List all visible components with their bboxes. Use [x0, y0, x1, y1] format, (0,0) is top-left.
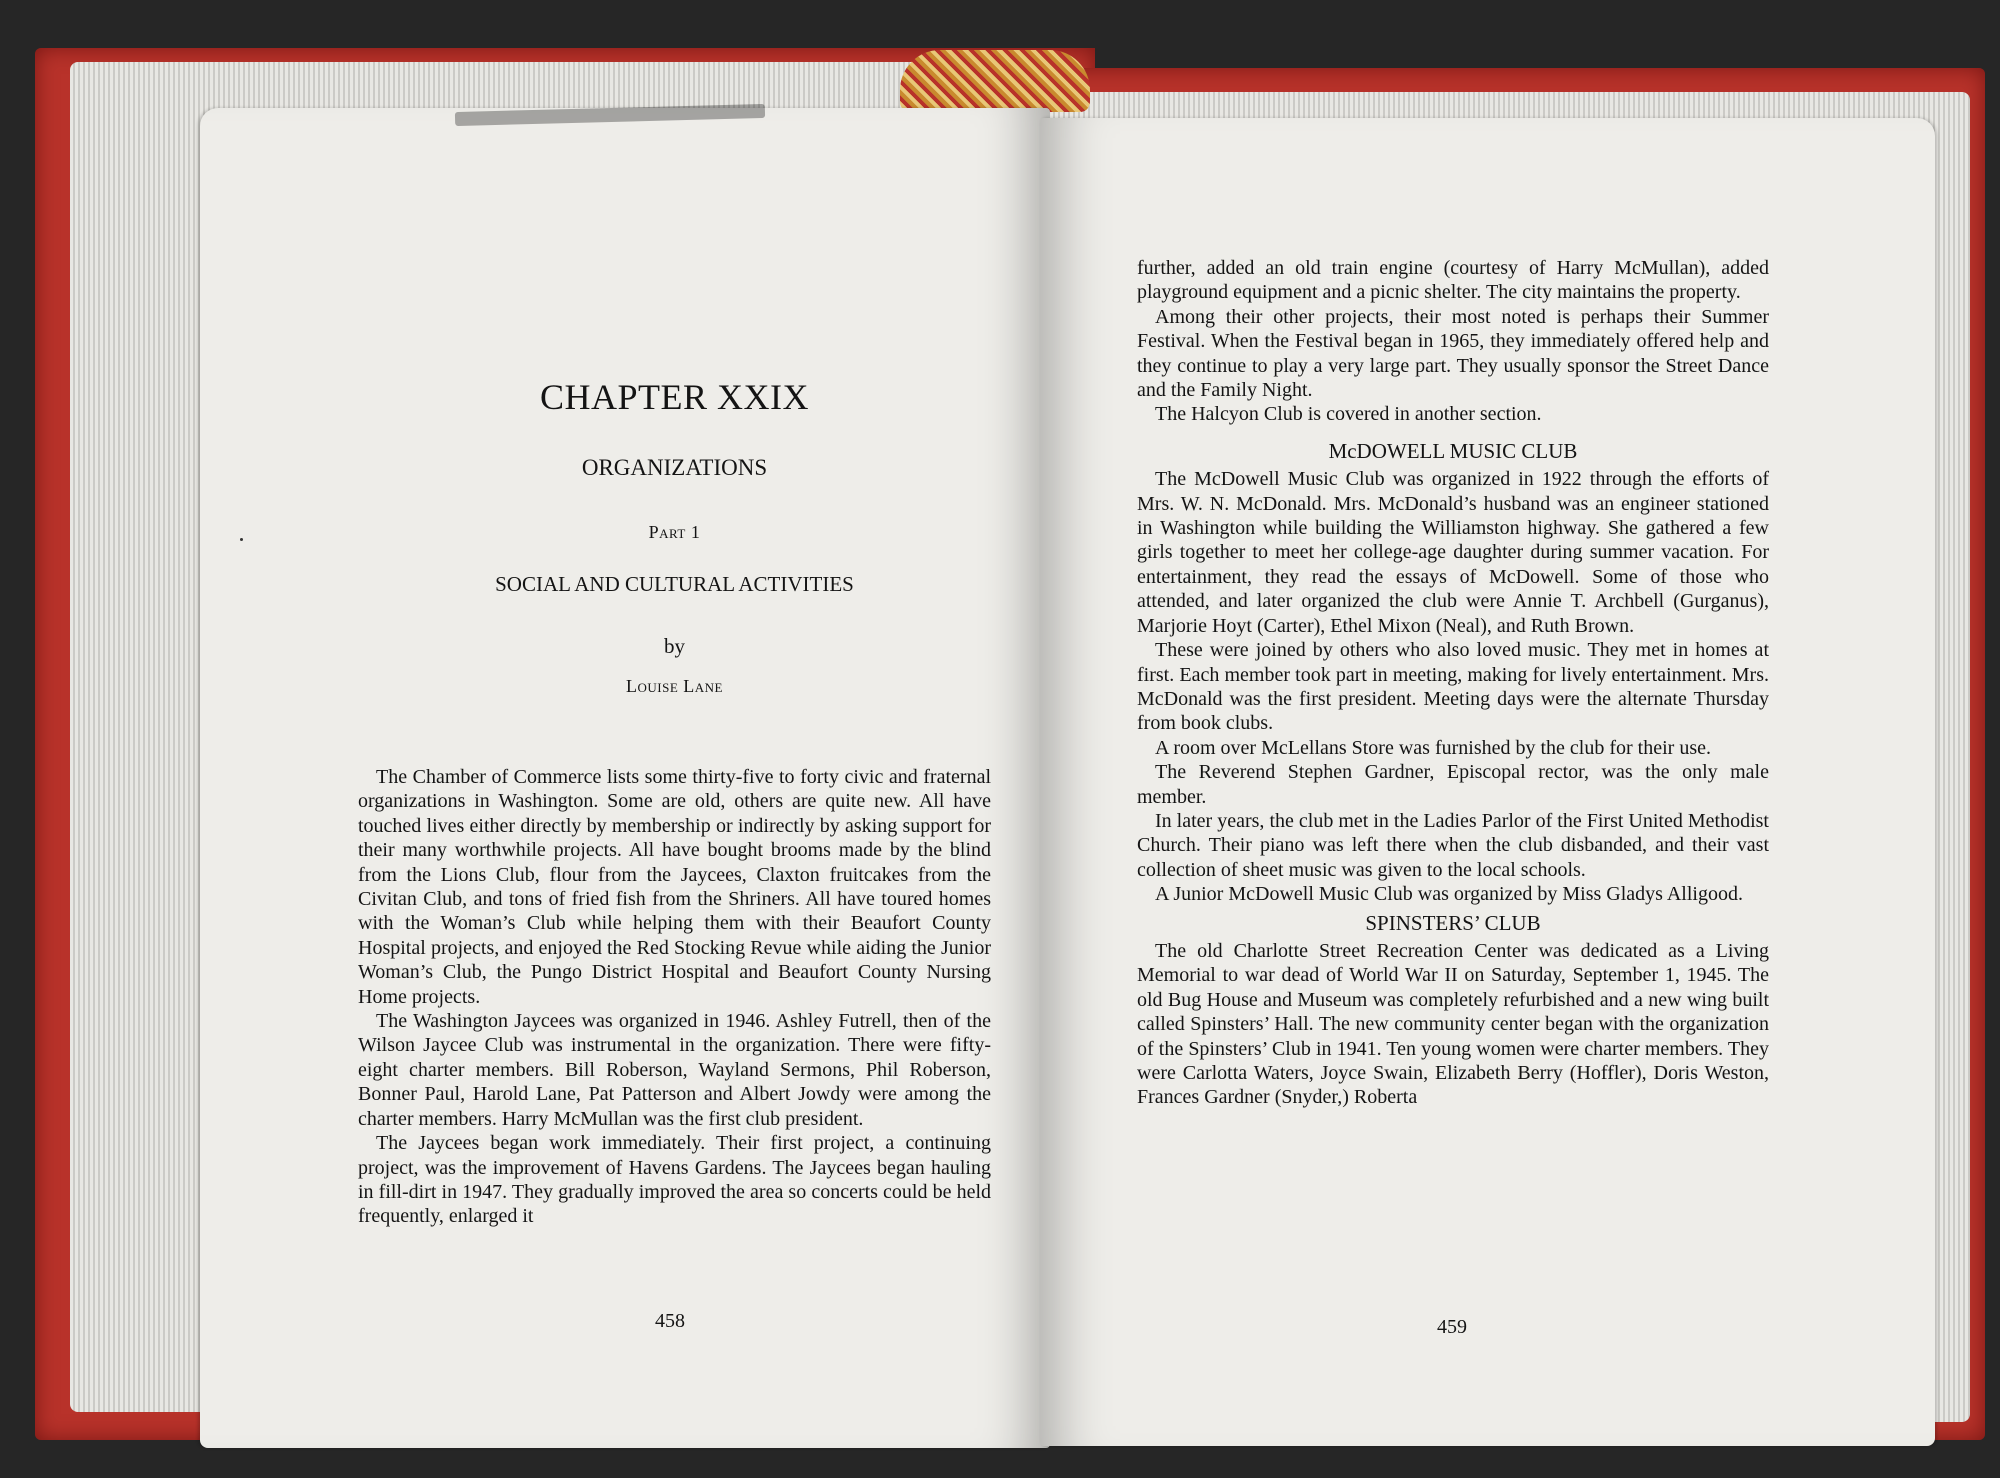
chapter-title: CHAPTER XXIX — [539, 377, 809, 417]
paragraph: The Jaycees began work immediately. Their first project, a continuing project, was the improvement of Havens Gardens. The Jaycees began hauling in fill-dirt in 1947. They gradually improved the area so concerts could be held frequently, enlarged it — [358, 1132, 991, 1228]
part-title: SOCIAL AND CULTURAL ACTIVITIES — [495, 572, 854, 596]
section-heading-mcdowell: McDOWELL MUSIC CLUB — [1328, 438, 1578, 463]
paragraph: The old Charlotte Street Recreation Center was dedicated as a Living Memorial to war dead of World War II on Saturday, September 1, 1945. The old Bug House and Museum was completely refurbished and a new wing built called Spinsters’ Hall. The new community center began with the organization of the Spinsters’ Club in 1941. Ten young women were charter members. They were Carlotta Waters, Joyce Swain, Elizabeth Berry (Hoffler), Doris Weston, Frances Gardner (Snyder,) Roberta — [1137, 939, 1769, 1109]
paragraph: A room over McLellans Store was furnished by the club for their use. — [1155, 736, 1711, 759]
paragraph: In later years, the club met in the Ladies Parlor of the First United Methodist Church. Their piano was left there when the club disbanded, and their vast collection of sheet music was given to the local schools. — [1137, 809, 1769, 881]
margin-mark — [240, 538, 243, 541]
page-number-left: 458 — [655, 1310, 685, 1332]
paragraph: A Junior McDowell Music Club was organized by Miss Gladys Alligood. — [1155, 883, 1743, 906]
paragraph: The Washington Jaycees was organized in 1946. Ashley Futrell, then of the Wilson Jaycee Club was instrumental in the organization. There were fifty-eight charter members. Bill Roberson, Wayland Sermons, Phil Roberson, Bonner Paul, Harold Lane, Pat Patterson and Albert Jowdy were among the charter members. Harry McMullan was the first club president. — [358, 1010, 991, 1130]
paragraph: The Halcyon Club is covered in another section. — [1155, 403, 1542, 426]
spine-headband — [900, 50, 1090, 112]
section-title: ORGANIZATIONS — [581, 455, 768, 480]
paragraph: further, added an old train engine (courtesy of Harry McMullan), added playground equipment and a picnic shelter. The city maintains the property. — [1137, 257, 1769, 304]
part-label: Part 1 — [648, 522, 701, 542]
paragraph: Among their other projects, their most noted is perhaps their Summer Festival. When the Festival began in 1965, they immediately offered help and they continue to play a very large part. They usually sponsor the Street Dance and the Family Night. — [1137, 305, 1769, 402]
right-page-body — [1137, 256, 1769, 1110]
page-number-right: 459 — [1437, 1316, 1467, 1338]
left-page-body — [358, 765, 991, 1229]
paragraph: The Chamber of Commerce lists some thirty-five to forty civic and fraternal organizations in Washington. Some are old, others are quite new. All have touched lives either directly by membership or indirectly by asking support for their many worthwhile projects. All have bought brooms made by the blind from the Lions Club, flour from the Jaycees, Claxton fruitcakes from the Civitan Club, and tons of fried fish from the Shriners. All have toured homes with the Woman’s Club while helping them with their Beaufort County Hospital projects, and enjoyed the Red Stocking Revue while aiding the Junior Woman’s Club, the Pungo District Hospital and Beaufort County Nursing Home projects. — [358, 766, 991, 1008]
section-heading-spinsters: SPINSTERS’ CLUB — [1365, 910, 1541, 935]
paragraph: These were joined by others who also loved music. They met in homes at first. Each member took part in meeting, making for lively entertainment. Mrs. McDonald was the first president. Meeting days were the alternate Thursday from book clubs. — [1137, 639, 1769, 735]
byline-label: by — [664, 634, 685, 658]
paragraph: The McDowell Music Club was organized in 1922 through the efforts of Mrs. W. N. McDonald. Mrs. McDonald’s husband was an engineer stationed in Washington while building the Williamston highway. She gathered a few girls together to meet her college-age daughter during summer vacation. For entertainment, they read the essays of McDowell. Some of those who attended, and later organized the club were Annie T. Archbell (Gurganus), Marjorie Hoyt (Carter), Ethel Mixon (Neal), and Ruth Brown. — [1137, 468, 1769, 637]
author-name: Louise Lane — [626, 676, 723, 696]
paragraph: The Reverend Stephen Gardner, Episcopal rector, was the only male member. — [1137, 761, 1769, 808]
